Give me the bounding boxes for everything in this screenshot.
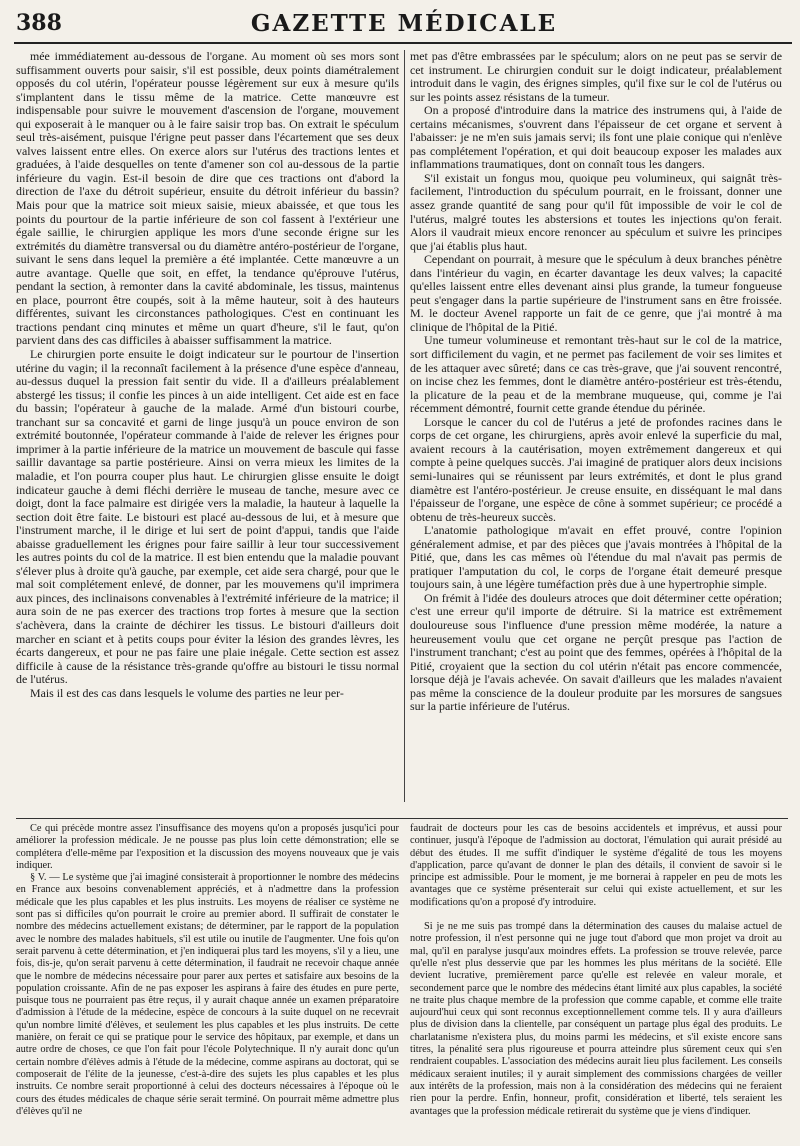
footnote-column-left: [16, 823, 399, 1141]
main-column-left: [16, 50, 399, 802]
column-divider: [404, 50, 405, 802]
footnote-paragraph: Si je ne me suis pas trompé dans la détermination des causes du malaise actuel de notre profession, il n'est personne qui ne juge tout d'abord que mon projet va droit au mal, qu'il en paralyse jusqu'aux moindres effets. La profession se trouve relevée, parce qu'elle n'est plus desservie que par les hommes les plus méritans de la société. Elle devient lucrative, premièrement parce qu'elle est relevée en valeur morale, et secondement parce que le nombre des médecins étant limité aux plus capables, la société ne traite plus chaque membre de la profession que comme capable, et comme elle traite aujourd'hui ceux qui sont reconnus exceptionnellement comme tels. Il y aura d'ailleurs plus de division dans la clientelle, par conséquent un partage plus égal des produits. Le charlatanisme n'existera plus, du moins parmi les médecins, et s'il existe encore sans titres, la pénalité sera plus rigoureuse et pourra atteindre plus sûrement ceux qui s'en rendraient coupables. L'association des médecins aurait lieu plus facilement. Les conseils médicaux seraient inutiles; il y aurait simplement des commissions chargées de veiller aux intérêts de la profession, mais non à la considération des médecins qui ne feraient rien pour la perdre. Enfin, honneur, profit, considération et liberté, tels seraient les avantages que la profession médicale retirerait du système que je viens d'indiquer.: [410, 921, 782, 1117]
paragraph-gap: [410, 909, 782, 921]
header-rule: [14, 42, 792, 44]
paragraph: Cependant on pourrait, à mesure que le spéculum à deux branches pénètre dans l'intérieur du vagin, en écarter davantage les deux valves; la capacité qu'elles laissent entre elles devenant ainsi plus grande, la tumeur fongueuse peut s'engager dans la partie supérieure de l'instrument sans en être froissée. M. le docteur Avenel rapporte un fait de ce genre, que j'ai montré à ma clinique de l'hôpital de la Pitié.: [410, 252, 782, 334]
paragraph: Lorsque le cancer du col de l'utérus a jeté de profondes racines dans le corps de cet organe, les chirurgiens, après avoir enlevé la superficie du mal, avaient recours à la cautérisation, moyen extrêmement dangereux et qui compte à peine quelques succès. J'ai imaginé de pratiquer alors deux incisions semi-lunaires qui se réunissent par leurs extrémités, et dont le plus grand diamètre est l'antéro-postérieur. Je creuse ensuite, en disséquant le mal dans l'épaisseur de l'organe, une espèce de cône à sommet supérieur; ce procédé a obtenu de très-heureux succès.: [410, 414, 782, 524]
journal-title: GAZETTE MÉDICALE: [250, 10, 558, 37]
paragraph: Une tumeur volumineuse et remontant très-haut sur le col de la matrice, sort difficilement du vagin, et ne permet pas facilement de voir ses limites et de les attaquer avec sûreté; dans ce cas très-grave, que j'ai souvent rencontré, on incise chez les femmes, dont le diamètre antéro-postérieur est très-étendu, la plicature de la peau et de la membrane muqueuse, qui, comme je l'ai récemment démontré, fournit cette grande étendue du périnée.: [410, 333, 782, 416]
footnote-column-right: [410, 823, 782, 1141]
footnote-rule: [16, 818, 788, 819]
paragraph: On frémit à l'idée des douleurs atroces que doit déterminer cette opération; c'est une erreur qu'il importe de détruire. Si la matrice est extrêmement douloureuse sous l'influence d'une pression même modérée, la nature a heureusement voulu que cet organe ne perçût presque pas l'action de l'instrument tranchant; c'est au point que des femmes, opérées à l'hôpital de la Pitié, croyaient que la section du col utérin n'était pas encore commencée, lorsque déjà je l'avais achevée. On savait d'ailleurs que les malades n'avaient pas même la conscience de la douleur produite par les morsures de sangsues sur la partie inférieure de l'utérus.: [410, 590, 782, 714]
footnote-paragraph: faudrait de docteurs pour les cas de besoins accidentels et imprévus, et aussi pour continuer, jusqu'à l'époque de l'admission au doctorat, l'émulation qui aurait présidé au début des études. Il me suffit d'indiquer le système d'égalité de tous les moyens d'application, parce qu'avant de donner le plan des détails, il convient de savoir si le principe est admissible. Pour le moment, je me bornerai à rappeler en peu de mots les avantages que ce système présenterait sur celui qui existe actuellement, et sur les modifications qu'on a proposé d'y introduire.: [410, 823, 782, 908]
page-number: 388: [16, 10, 62, 36]
footnote-paragraph: § V. — Le système que j'ai imaginé consisterait à proportionner le nombre des médecins en France aux besoins convenablement appréciés, et à n'admettre dans la profession médicale que les plus capables et les plus instruits. Les moyens de réaliser ce système ne sont pas si difficiles qu'on pourrait le croire au premier abord. Il suffirait de constater le nombre des médecins actuellement existans; de déterminer, par le rapport de la population avec le nombre des malades habituels, s'il est utile ou inutile de l'augmenter. Une fois qu'on serait parvenu à cette détermination, et j'en indiquerai plus tard les moyens, s'il y a lieu, une fois, dis-je, qu'on serait parvenu à cette détermination, il faudrait ne recevoir chaque année que le nombre de médecins nécessaire pour parer aux pertes et satisfaire aux besoins de la population croissante. Afin de ne pas exposer les aspirans à faire des études en pure perte, puisque tous ne pourraient pas être reçus, il y aurait chaque année un examen préparatoire d'admission à l'étude de la médecine, espèce de concours à la suite duquel on ne recevrait qu'un nombre limité d'élèves, et seulement les plus capables et les plus instruits. De cette manière, on ferait ce qui se pratique pour le service des hôpitaux, par exemple, et dans un autre ordre de choses, ce que l'on fait pour l'école Polytechnique. Il n'y aurait donc qu'un certain nombre d'élèves admis à l'étude de la médecine, comme aspirans au doctorat, qui se composerait de l'élite de la jeunesse, c'est-à-dire des sujets les plus capables et les plus instruits. Ce nombre serait proportionné à celui des docteurs nécessaires à l'époque où le cours des études médicales de chaque série serait terminé. On pourrait même admettre plus d'élèves qu'il ne: [16, 872, 399, 1117]
paragraph: S'il existait un fongus mou, quoique peu volumineux, qui saignât très-facilement, l'introduction du spéculum pourrait, en le froissant, donner une assez grande quantité de sang pour qu'il fût impossible de voir le col de l'utérus, malgré toutes les abstersions et toutes les injections qu'on ferait. Alors il vaudrait mieux encore renoncer au spéculum et suivre les principes que j'ai établis plus haut.: [410, 170, 782, 253]
main-column-right: [410, 50, 782, 802]
paragraph: Mais il est des cas dans lesquels le volume des parties ne leur per-: [30, 685, 344, 700]
paragraph: Le chirurgien porte ensuite le doigt indicateur sur le pourtour de l'insertion utérine du vagin; il la reconnaît facilement à la présence d'une espèce d'anneau, au-dessus duquel la pression fait sentir du vide. Il a d'ailleurs préalablement abstergé les tissus; il confie les pinces à un aide intelligent. Cet aide est en face du bassin; l'opérateur à gauche de la malade. Armé d'un bistouri courbe, tranchant sur sa concavité et garni de linge jusqu'à un pouce environ de son extrémité boutonnée, l'opérateur commande à l'aide de relever les érignes pour imprimer à la partie inférieure de la matrice un mouvement de bascule qui fasse saillir davantage sa partie postérieure. Ainsi on verra mieux les limites de la maladie, et l'on pourra couper plus haut. Le chirurgien glisse ensuite le doigt indicateur gauche à demi fléchi derrière le museau de tanche, mesure avec ce doigt, dont la face palmaire est dirigée vers la maladie, la hauteur à laquelle la section doit être faite. Le bistouri est placé au-dessous de lui, et à mesure que l'instrument marche, il le dirige et lui sert de point d'appui, tandis que l'aide abaisse graduellement les érignes pour faire saillir à leur tour successivement les autres points du col de la matrice. Il est bien entendu que la maladie pouvant s'élever plus à droite qu'à gauche, par exemple, cet aide sera chargé, pour que le mal soit complétement enlevé, de donner, par les mouvemens qu'il imprimera aux pinces, des inclinaisons convenables à l'extrémité inférieure de la matrice; il aura soin de ne pas exercer des tractions trop fortes à mesure que la section s'achèvera, dans la crainte de déchirer les tissus. Le bistouri d'ailleurs doit marcher en sciant et à petits coups pour éviter la lésion des grandes lèvres, les écarts dangereux, et pour ne pas faire une plaie inégale. Cette section est assez difficile à cause de la résistance très-grande qu'offre au bistouri le tissu normal de l'utérus.: [16, 347, 399, 687]
paragraph: On a proposé d'introduire dans la matrice des instrumens qui, à l'aide de certains mécanismes, s'ouvrent dans l'épaisseur de cet organe et servent à l'abaisser: je ne m'en suis jamais servi; ils font une plaie conique qui n'enlève pas complétement l'opération, et qui doit beaucoup exposer les malades aux inflammations traumatiques, dont on connaît tous les dangers.: [410, 103, 782, 172]
paragraph: mée immédiatement au-dessous de l'organe. Au moment où ses mors sont suffisamment ouverts pour saisir, s'il est possible, deux points diamétralement opposés du col utérin, l'opérateur pousse légèrement sur eux à mesure qu'ils s'implantent dans le tissu même de la matrice. Cette manœuvre est indispensable pour suivre le mouvement d'ascension de l'organe, mouvement qui exposerait à le manquer ou à le faire saisir trop bas. On extrait le spéculum seul très-aisément, puisque l'érigne peut passer dans l'écartement que ses deux valves laissent entre elles. On exerce alors sur l'utérus des tractions lentes et graduées, à l'aide desquelles on tente d'amener son col au-dessous de la partie inférieure du vagin. Est-il besoin de dire que ces tractions ont d'abord la direction de l'axe du détroit supérieur, ensuite du détroit inférieur du bassin? Mais pour que la matrice soit mieux saisie, mieux abaissée, et que tous les points du pourtour de la partie inférieure de son col fassent à l'extérieur une égale saillie, le chirurgien applique les mors d'une seconde érigne sur les extrémités du diamètre transversal ou du diamètre antéro-postérieur de l'organe, suivant le sens dans lequel la première a été implantée. Cette manœuvre a un autre avantage. Quelle que soit, en effet, la tendance qu'éprouve l'utérus, pendant la section, à remonter dans la cavité abdominale, les tissus, maintenus en place, pourront être coupés, soit à la même hauteur, soit à des hauteurs différentes, suivant les circonstances pathologiques. C'est en continuant les tractions pendant cinq minutes et même un quart d'heure, s'il le faut, qu'on parvient dans des cas difficiles à abaisser suffisamment la matrice.: [16, 50, 399, 348]
footnote-paragraph: Ce qui précède montre assez l'insuffisance des moyens qu'on a proposés jusqu'ici pour améliorer la profession médicale. Je ne pousse pas plus loin cette démonstration; elle se complétera d'elle-même par l'exposition et la discussion des moyens nouveaux que je vais indiquer.: [16, 823, 399, 871]
paragraph: L'anatomie pathologique m'avait en effet prouvé, contre l'opinion généralement admise, et par des pièces que j'avais montrées à l'hôpital de la Pitié, que, dans les cas mêmes où l'étendue du mal n'avait pas permis de pratiquer l'amputation du col, le corps de l'organe était demeuré presque toujours sain, à une légère tuméfaction près due à une hypertrophie simple.: [410, 523, 782, 592]
paragraph: met pas d'être embrassées par le spéculum; alors on ne peut pas se servir de cet instrument. Le chirurgien conduit sur le doigt indicateur, préalablement introduit dans le vagin, des érignes simples, qu'il fixe sur le col de l'utérus ou sur les points assez résistans de la tumeur.: [410, 50, 782, 104]
page-header: [16, 10, 792, 42]
